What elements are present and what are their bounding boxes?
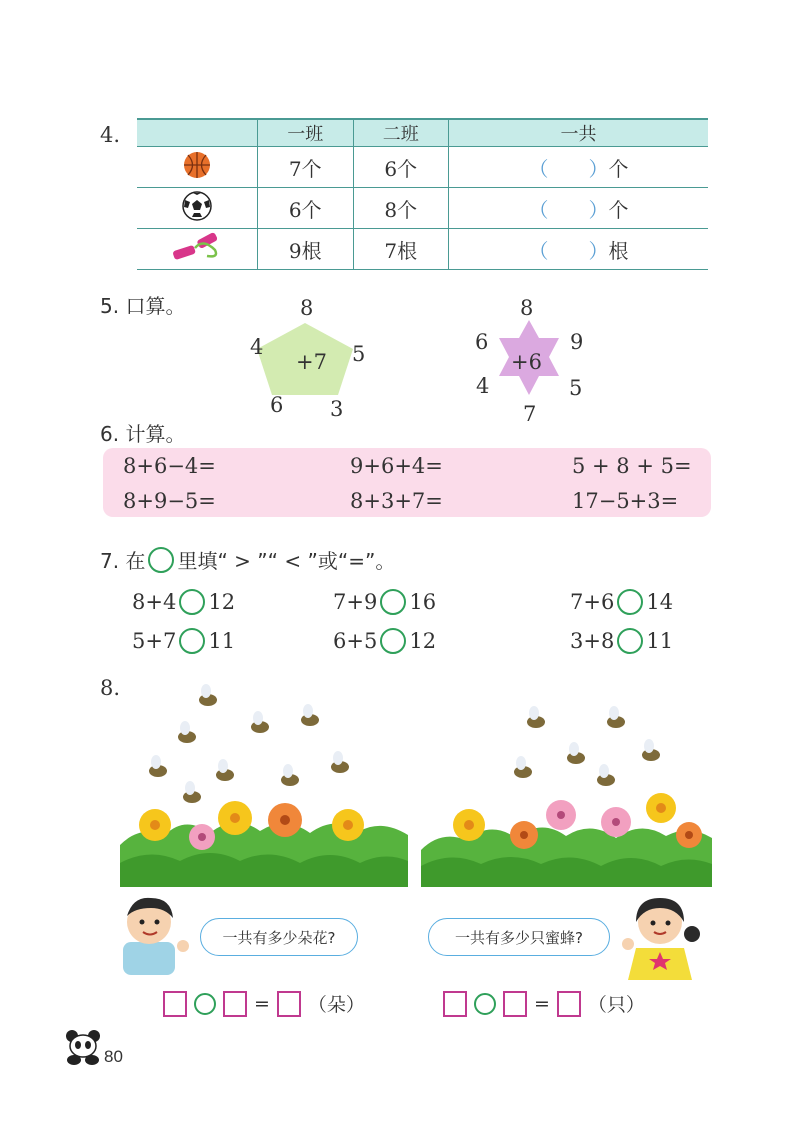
compare-right: 11 (208, 629, 236, 653)
table-cell: 8个 (353, 188, 449, 229)
answer-box[interactable] (557, 991, 581, 1017)
answer-paren: （ ） (528, 197, 609, 222)
soccer-ball-icon (180, 190, 214, 222)
bee-icon (149, 694, 349, 803)
basketball-icon (180, 150, 214, 180)
flower-icon (646, 793, 676, 823)
equals-sign: = (254, 992, 270, 1015)
pentagon-center: +7 (296, 350, 327, 374)
pentagon-right-number[interactable]: 5 (352, 342, 366, 366)
unit-label: 个 (608, 156, 629, 181)
flower-answer-row (163, 990, 365, 1017)
question-7-prefix: 7. 在 (100, 549, 146, 573)
question-8-number: 8. (100, 676, 121, 700)
table-row (137, 147, 708, 188)
table-header-row (137, 119, 708, 147)
pentagon-bottom-right-number[interactable]: 3 (330, 397, 344, 421)
unit-label: 根 (608, 238, 629, 263)
compare-item (132, 628, 235, 654)
answer-box[interactable] (163, 991, 187, 1017)
boy-speech-bubble: 一共有多少朵花? (200, 918, 358, 956)
compare-right: 12 (409, 629, 437, 653)
flower-unit: （朵） (307, 994, 365, 1016)
answer-box[interactable] (443, 991, 467, 1017)
pentagon-left-number[interactable]: 4 (250, 335, 264, 359)
panda-icon (64, 1028, 104, 1066)
table-cell: 7根 (353, 229, 449, 270)
compare-left: 5+7 (132, 629, 177, 653)
compare-item (333, 589, 436, 615)
star-bottom-number[interactable]: 7 (523, 402, 537, 426)
jump-rope-icon (169, 230, 225, 264)
compare-left: 8+4 (132, 590, 177, 614)
bees-flowers-scene-right (421, 700, 712, 887)
circle-sample-icon (148, 547, 174, 573)
calc-expression[interactable]: 8+6−4= (123, 454, 216, 478)
answer-paren: （ ） (528, 238, 609, 263)
answer-cell[interactable] (449, 147, 708, 188)
quantity-table (137, 118, 708, 270)
boy-illustration (115, 890, 195, 975)
compare-right: 11 (646, 629, 674, 653)
calc-expression[interactable]: 9+6+4= (350, 454, 443, 478)
pentagon-bottom-left-number[interactable]: 6 (270, 393, 284, 417)
question-5-title: 5. 口算。 (100, 294, 186, 318)
flower-icon (601, 807, 631, 837)
bee-answer-row (443, 990, 645, 1017)
compare-item (333, 628, 436, 654)
compare-left: 7+9 (333, 590, 378, 614)
jump-rope-cell (137, 229, 258, 270)
compare-circle[interactable] (617, 628, 643, 654)
question-7-suffix: 里填“ > ”“ < ”或“=”。 (177, 549, 396, 573)
compare-left: 7+6 (570, 590, 615, 614)
basketball-cell (137, 147, 258, 188)
answer-cell[interactable] (449, 188, 708, 229)
flower-icon (453, 809, 485, 841)
flower-icon (676, 822, 702, 848)
table-header-class1: 一班 (258, 119, 354, 147)
table-cell: 6个 (353, 147, 449, 188)
flower-icon (189, 824, 215, 850)
star-center: +6 (511, 350, 542, 374)
compare-item (570, 628, 673, 654)
answer-box[interactable] (503, 991, 527, 1017)
soccer-ball-cell (137, 188, 258, 229)
answer-cell[interactable] (449, 229, 708, 270)
compare-left: 3+8 (570, 629, 615, 653)
flower-icon (268, 803, 302, 837)
calc-expression[interactable]: 8+9−5= (123, 489, 216, 513)
flower-icon (510, 821, 538, 849)
question-6-title: 6. 计算。 (100, 422, 186, 446)
flower-icon (546, 800, 576, 830)
table-header-class2: 二班 (353, 119, 449, 147)
table-cell: 6个 (258, 188, 354, 229)
compare-right: 14 (646, 590, 674, 614)
compare-left: 6+5 (333, 629, 378, 653)
question-7-title (100, 545, 395, 574)
pentagon-top-number[interactable]: 8 (300, 296, 314, 320)
bee-icon (514, 716, 660, 786)
flower-icon (139, 809, 171, 841)
calc-expression[interactable]: 8+3+7= (350, 489, 443, 513)
compare-circle[interactable] (380, 589, 406, 615)
star-top-number[interactable]: 8 (520, 296, 534, 320)
compare-item (570, 589, 673, 615)
table-header-blank (137, 119, 258, 147)
star-upper-left-number[interactable]: 6 (475, 330, 489, 354)
unit-label: 个 (608, 197, 629, 222)
compare-circle[interactable] (179, 589, 205, 615)
flower-icon (218, 801, 252, 835)
bees-flowers-scene-left (120, 675, 408, 887)
compare-right: 16 (409, 590, 437, 614)
flower-icon (332, 809, 364, 841)
bee-wings (516, 706, 654, 778)
answer-box[interactable] (277, 991, 301, 1017)
bee-unit: （只） (587, 994, 645, 1016)
operator-circle[interactable] (474, 993, 496, 1015)
answer-box[interactable] (223, 991, 247, 1017)
girl-speech-bubble: 一共有多少只蜜蜂? (428, 918, 610, 956)
star-upper-right-number[interactable]: 9 (570, 330, 584, 354)
compare-circle[interactable] (617, 589, 643, 615)
equals-sign: = (534, 992, 550, 1015)
answer-paren: （ ） (528, 156, 609, 181)
calc-expression[interactable]: 17−5+3= (572, 489, 679, 513)
compare-circle[interactable] (380, 628, 406, 654)
table-row (137, 188, 708, 229)
compare-item (132, 589, 235, 615)
compare-right: 12 (208, 590, 236, 614)
operator-circle[interactable] (194, 993, 216, 1015)
calc-expression[interactable]: 5 + 8 + 5= (572, 454, 692, 478)
page-number: 80 (104, 1047, 123, 1066)
girl-illustration (620, 888, 705, 983)
star-lower-left-number[interactable]: 4 (476, 374, 490, 398)
compare-circle[interactable] (179, 628, 205, 654)
table-row (137, 229, 708, 270)
star-lower-right-number[interactable]: 5 (569, 376, 583, 400)
table-header-total: 一共 (449, 119, 708, 147)
table-cell: 9根 (258, 229, 354, 270)
question-4-number: 4. (100, 123, 121, 147)
table-cell: 7个 (258, 147, 354, 188)
